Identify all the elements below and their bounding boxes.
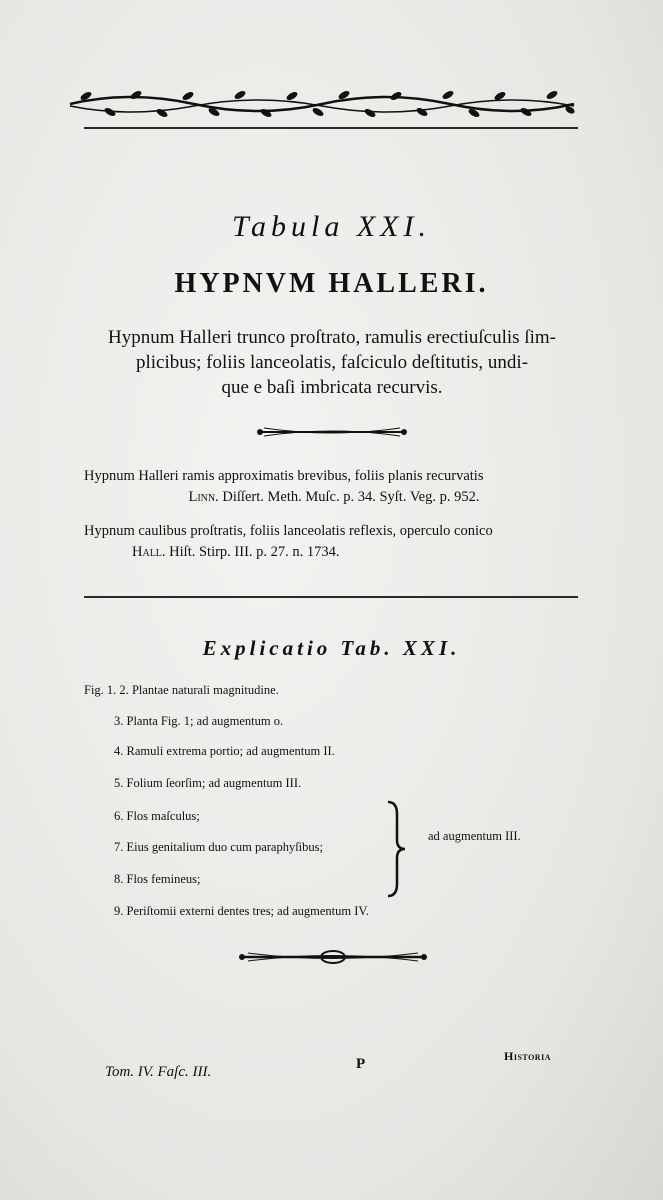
description-line: plicibus; foliis lanceolatis, faſciculo deſtitutis, undi- xyxy=(135,352,529,373)
figure-text: Flos maſculus; xyxy=(126,809,200,823)
description-line: Hypnum Halleri trunco proſtrato, ramulis erectiuſculis ſim- xyxy=(108,327,556,348)
figure-text: Flos femineus; xyxy=(126,872,201,886)
figure-entry xyxy=(114,840,323,855)
species-title: HYPNVM HALLERI. xyxy=(174,268,489,299)
bottom-ornament-icon xyxy=(238,948,428,966)
figure-number: 7. xyxy=(114,840,124,854)
figure-text: Eius genitalium duo cum paraphyſibus; xyxy=(126,840,323,854)
figure-number: Fig. 1. 2. xyxy=(84,683,129,697)
synonym-reference xyxy=(84,487,584,508)
synonym-citation: Diſſert. Meth. Muſc. p. 34. Syſt. Veg. p. 952. xyxy=(222,489,480,505)
species-description xyxy=(84,325,580,400)
synonym-text: Hypnum caulibus proſtratis, foliis lanceolatis reflexis, operculo conico xyxy=(84,523,493,539)
top-rule xyxy=(84,127,578,129)
brace-icon xyxy=(385,800,407,898)
vine-ornament-icon xyxy=(66,84,578,124)
figure-entry xyxy=(114,776,301,791)
figure-entry xyxy=(114,744,335,759)
figure-number: 5. xyxy=(114,776,124,790)
synonym-text: Hypnum Halleri ramis approximatis brevibus, foliis planis recurvatis xyxy=(84,468,484,484)
figure-number: 8. xyxy=(114,872,124,886)
figure-number: 3. xyxy=(114,714,124,728)
tabula-heading: Tabula XXI. xyxy=(232,210,431,243)
figure-text: Periſtomii externi dentes tres; ad augmentum IV. xyxy=(126,904,369,918)
synonym-haller xyxy=(84,521,584,563)
explicatio-heading: Explicatio Tab. XXI. xyxy=(202,636,461,660)
divider-ornament-icon xyxy=(256,424,408,440)
figure-text: Plantae naturali magnitudine. xyxy=(131,683,279,697)
synonym-reference xyxy=(84,542,584,563)
synonym-author: Hall. xyxy=(132,544,166,560)
figure-number: 4. xyxy=(114,744,124,758)
figure-entry xyxy=(114,872,200,887)
figure-text: Planta Fig. 1; ad augmentum o. xyxy=(126,714,284,728)
figure-text: Ramuli extrema portio; ad augmentum II. xyxy=(126,744,335,758)
figure-number: 6. xyxy=(114,809,124,823)
description-line: que e baſi imbricata recurvis. xyxy=(221,377,443,398)
figure-number: 9. xyxy=(114,904,124,918)
synonym-linnaeus xyxy=(84,466,584,508)
middle-rule xyxy=(84,596,578,598)
figure-entry xyxy=(114,809,200,824)
figure-text: Folium ſeorſim; ad augmentum III. xyxy=(126,776,302,790)
figure-entry xyxy=(114,714,283,729)
signature-mark: Tom. IV. Faſc. III. xyxy=(105,1064,212,1080)
synonym-citation: Hiſt. Stirp. III. p. 27. n. 1734. xyxy=(169,544,340,560)
catchword: Historia xyxy=(504,1049,551,1063)
brace-note: ad augmentum III. xyxy=(428,829,521,843)
figure-entry xyxy=(114,904,369,919)
figure-entry xyxy=(84,683,279,698)
synonym-author: Linn. xyxy=(188,489,219,505)
page-mark: P xyxy=(356,1056,366,1072)
